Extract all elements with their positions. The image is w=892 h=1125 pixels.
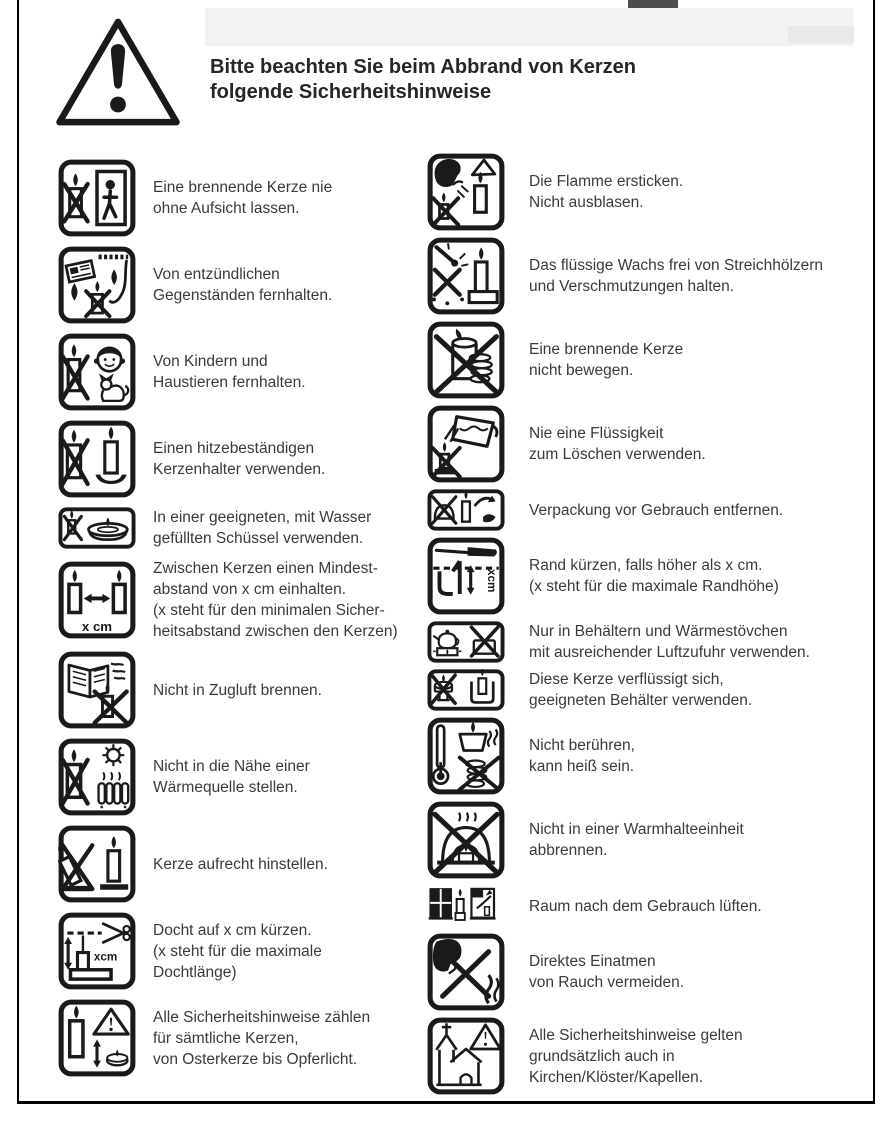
safety-item-text: Verpackung vor Gebrauch entfernen. [529,501,784,519]
safety-item-text: Alle Sicherheitshinweise gelten grundsätzlich auch in Kirchen/Klöster/Kapellen. [529,1026,743,1086]
safety-item-text: Nicht in einer Warmhalteeinheit abbrennen. [529,821,744,859]
safety-item-text: Rand kürzen, falls höher als x cm. (x steht für die maximale Randhöhe) [529,557,779,595]
water-bowl-icon [58,507,136,549]
no-heat-source-icon [58,738,136,816]
safety-item [58,333,433,411]
ventilate-room-icon [427,885,505,927]
safety-item-text: Die Flamme ersticken. Nicht ausblasen. [529,173,684,211]
safety-item [58,825,433,903]
trim-edge-icon [427,537,505,615]
candle-distance-icon [58,561,136,639]
safety-item [58,912,433,990]
safety-item [427,405,875,483]
safety-column-right [427,153,875,1101]
air-supply-icon [427,621,505,663]
safety-item-text: Nur in Behältern und Wärmestövchen mit ausreichender Luftzufuhr verwenden. [529,623,810,661]
safety-item [427,489,875,531]
safety-item [58,420,433,498]
candle-unattended-door-icon [58,159,136,237]
safety-item-text: Raum nach dem Gebrauch lüften. [529,897,762,915]
page-title-line2: folgende Sicherheitshinweise [210,81,492,103]
all-candles-icon [58,999,136,1077]
safety-item-text: Docht auf x cm kürzen. (x steht für die maximale Dochtlänge) [153,921,322,981]
church-icon [427,1017,505,1095]
safety-item-text: Direktes Einatmen von Rauch vermeiden. [529,953,685,991]
liquefying-candle-icon [427,669,505,711]
safety-item [427,885,875,927]
children-pets-icon [58,333,136,411]
safety-item [58,159,433,237]
do-not-move-icon [427,321,505,399]
hot-do-not-touch-icon [427,717,505,795]
safety-item [427,801,875,879]
no-smoke-inhale-icon [427,933,505,1011]
safety-item [427,153,875,231]
safety-item-text: Von Kindern und Haustieren fernhalten. [153,353,306,391]
safety-item [427,537,875,615]
safety-item-text: Alle Sicherheitshinweise zählen für sämtliche Kerzen, von Osterkerze bis Opferlicht. [153,1008,371,1068]
safety-item-text: Kerze aufrecht hinstellen. [153,855,328,873]
safety-item [427,717,875,795]
safety-item-text: Diese Kerze verflüssigt sich, geeigneten Behälter verwenden. [529,671,753,709]
safety-item [427,1017,875,1095]
safety-item-text: Nicht in Zugluft brennen. [153,681,322,699]
safety-column-left [58,159,433,1086]
upright-icon [58,825,136,903]
no-matches-in-wax-icon [427,237,505,315]
safety-item-text: Nicht berühren, kann heiß sein. [529,737,635,775]
warning-triangle-icon [53,12,183,132]
no-liquid-extinguish-icon [427,405,505,483]
safety-item-text: Nicht in die Nähe einer Wärmequelle stellen. [153,758,310,796]
no-draft-icon [58,651,136,729]
trim-wick-icon [58,912,136,990]
safety-item [427,237,875,315]
smother-flame-icon [427,153,505,231]
safety-item [58,738,433,816]
page-title-line1: Bitte beachten Sie beim Abbrand von Kerzen [210,56,637,78]
safety-item [427,321,875,399]
heat-resistant-holder-icon [58,420,136,498]
safety-item-text: Von entzündlichen Gegenständen fernhalten. [153,266,333,304]
safety-item [58,507,433,549]
safety-item [58,246,433,324]
safety-item-text: Eine brennende Kerze nie ohne Aufsicht lassen. [153,179,333,217]
safety-item-text: Zwischen Kerzen einen Mindest- abstand von x cm einhalten. (x steht für den minimalen Sicher- heitsabstand zwischen den Kerzen) [153,560,398,640]
safety-item-text: Einen hitzebeständigen Kerzenhalter verwenden. [153,440,326,478]
safety-item [427,669,875,711]
safety-item-text: Nie eine Flüssigkeit zum Löschen verwenden. [529,425,706,463]
safety-item-text: Das flüssige Wachs frei von Streichhölzern und Verschmutzungen halten. [529,257,824,295]
flammable-objects-icon [58,246,136,324]
safety-item [58,651,433,729]
safety-item [427,933,875,1011]
remove-packaging-icon [427,489,505,531]
safety-item-text: In einer geeigneten, mit Wasser gefüllten Schüssel verwenden. [153,509,372,547]
safety-item [58,558,433,642]
page-title [210,55,636,105]
safety-item [58,999,433,1077]
safety-item [427,621,875,663]
safety-item-text: Eine brennende Kerze nicht bewegen. [529,341,684,379]
no-warming-unit-icon [427,801,505,879]
